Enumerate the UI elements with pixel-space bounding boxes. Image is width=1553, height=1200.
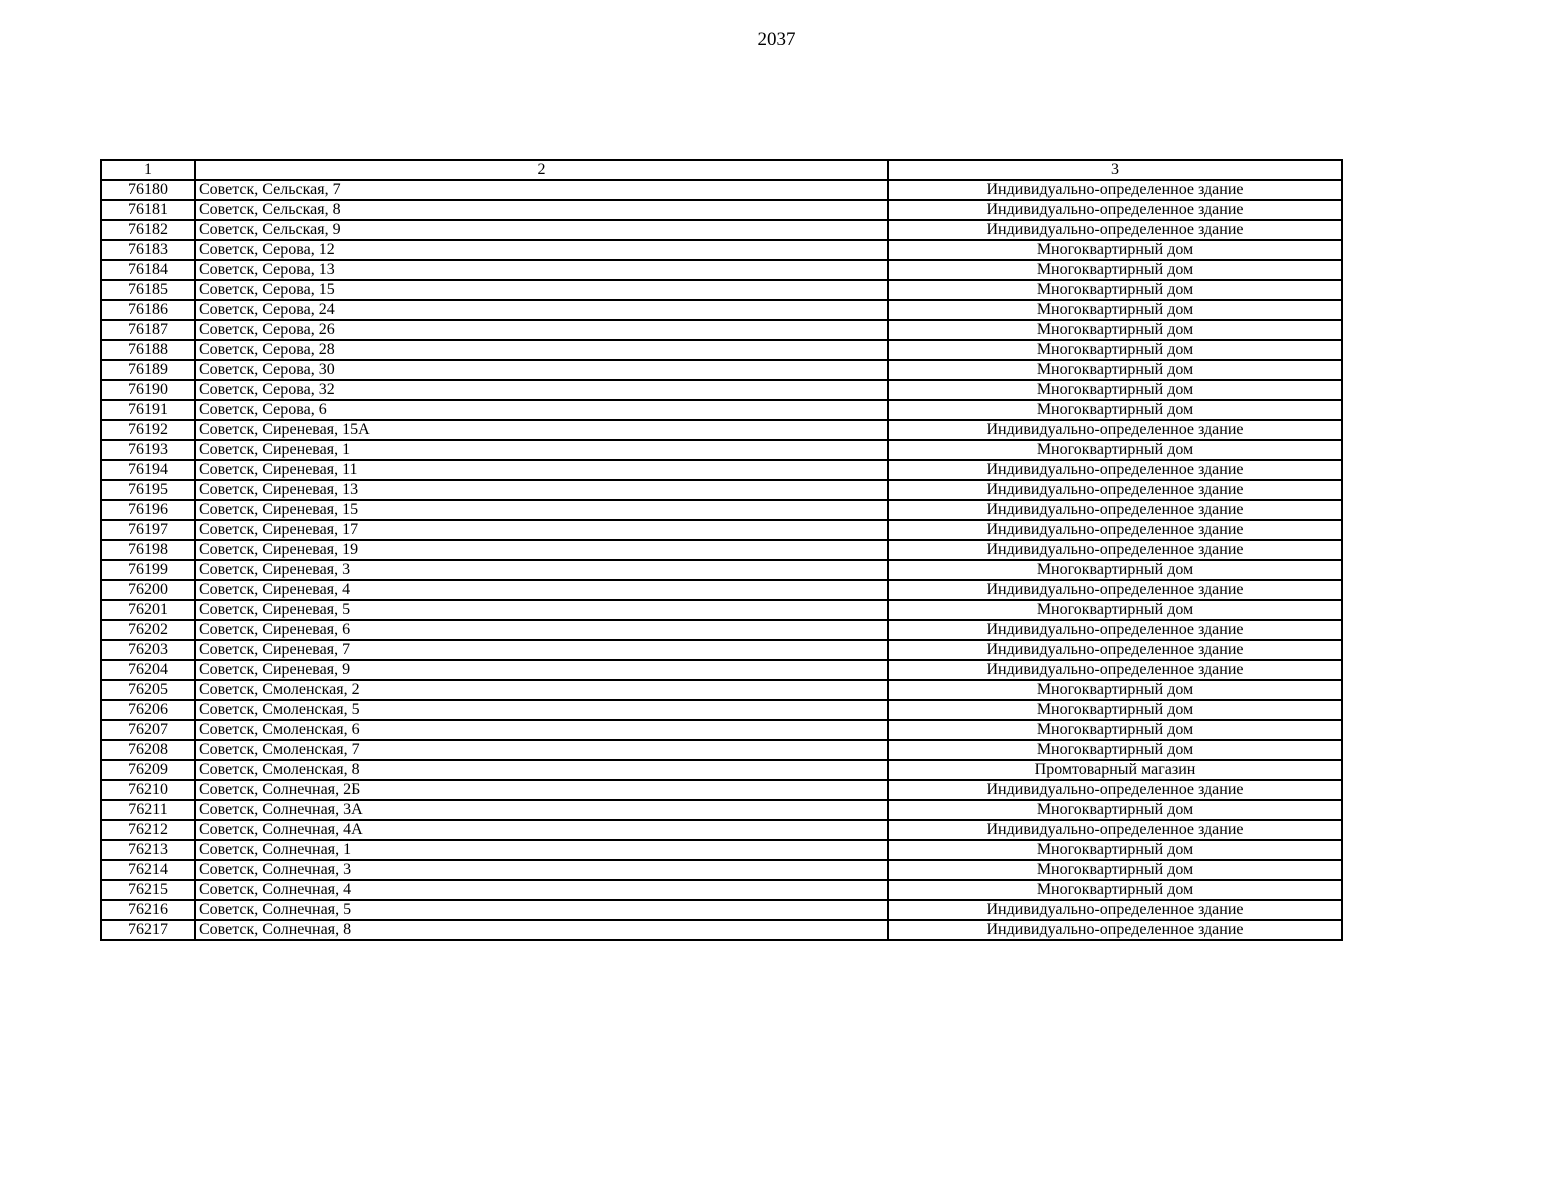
table-row (101, 860, 1342, 880)
object-type-cell: Индивидуально-определенное здание (888, 180, 1342, 200)
table-row (101, 820, 1342, 840)
address-cell: Советск, Сиреневая, 3 (195, 560, 888, 580)
row-number-cell: 76180 (101, 180, 195, 200)
row-number-cell: 76200 (101, 580, 195, 600)
address-cell: Советск, Серова, 32 (195, 380, 888, 400)
object-type-cell: Индивидуально-определенное здание (888, 780, 1342, 800)
table-row (101, 500, 1342, 520)
row-number-cell: 76205 (101, 680, 195, 700)
table-row (101, 780, 1342, 800)
table-row (101, 380, 1342, 400)
object-type-cell: Индивидуально-определенное здание (888, 660, 1342, 680)
table-row (101, 720, 1342, 740)
address-cell: Советск, Солнечная, 4А (195, 820, 888, 840)
table-row (101, 700, 1342, 720)
object-type-cell: Индивидуально-определенное здание (888, 200, 1342, 220)
address-cell: Советск, Сиреневая, 6 (195, 620, 888, 640)
address-cell: Советск, Солнечная, 1 (195, 840, 888, 860)
address-cell: Советск, Смоленская, 2 (195, 680, 888, 700)
address-cell: Советск, Сиреневая, 5 (195, 600, 888, 620)
row-number-cell: 76195 (101, 480, 195, 500)
column-header-3: 3 (888, 160, 1342, 180)
object-type-cell: Многоквартирный дом (888, 800, 1342, 820)
table-row (101, 680, 1342, 700)
object-type-cell: Индивидуально-определенное здание (888, 640, 1342, 660)
row-number-cell: 76204 (101, 660, 195, 680)
table-row (101, 360, 1342, 380)
row-number-cell: 76185 (101, 280, 195, 300)
object-type-cell: Многоквартирный дом (888, 720, 1342, 740)
table-row (101, 840, 1342, 860)
object-type-cell: Индивидуально-определенное здание (888, 420, 1342, 440)
row-number-cell: 76213 (101, 840, 195, 860)
address-cell: Советск, Серова, 13 (195, 260, 888, 280)
object-type-cell: Индивидуально-определенное здание (888, 620, 1342, 640)
address-cell: Советск, Серова, 6 (195, 400, 888, 420)
object-type-cell: Многоквартирный дом (888, 840, 1342, 860)
object-type-cell: Многоквартирный дом (888, 600, 1342, 620)
object-type-cell: Многоквартирный дом (888, 440, 1342, 460)
address-cell: Советск, Сиреневая, 11 (195, 460, 888, 480)
row-number-cell: 76191 (101, 400, 195, 420)
object-type-cell: Индивидуально-определенное здание (888, 820, 1342, 840)
object-type-cell: Индивидуально-определенное здание (888, 540, 1342, 560)
address-cell: Советск, Сельская, 7 (195, 180, 888, 200)
table-row (101, 440, 1342, 460)
object-type-cell: Индивидуально-определенное здание (888, 580, 1342, 600)
address-cell: Советск, Серова, 24 (195, 300, 888, 320)
table-row (101, 260, 1342, 280)
table-row (101, 320, 1342, 340)
row-number-cell: 76212 (101, 820, 195, 840)
row-number-cell: 76186 (101, 300, 195, 320)
address-cell: Советск, Солнечная, 3 (195, 860, 888, 880)
table-row (101, 740, 1342, 760)
object-type-cell: Многоквартирный дом (888, 560, 1342, 580)
table-row (101, 880, 1342, 900)
table-row (101, 220, 1342, 240)
row-number-cell: 76190 (101, 380, 195, 400)
address-cell: Советск, Смоленская, 6 (195, 720, 888, 740)
address-cell: Советск, Солнечная, 2Б (195, 780, 888, 800)
row-number-cell: 76206 (101, 700, 195, 720)
row-number-cell: 76207 (101, 720, 195, 740)
row-number-cell: 76210 (101, 780, 195, 800)
object-type-cell: Многоквартирный дом (888, 280, 1342, 300)
address-cell: Советск, Серова, 26 (195, 320, 888, 340)
object-type-cell: Промтоварный магазин (888, 760, 1342, 780)
table-row (101, 420, 1342, 440)
address-cell: Советск, Сиреневая, 15 (195, 500, 888, 520)
object-type-cell: Индивидуально-определенное здание (888, 460, 1342, 480)
row-number-cell: 76188 (101, 340, 195, 360)
address-cell: Советск, Солнечная, 4 (195, 880, 888, 900)
object-type-cell: Многоквартирный дом (888, 340, 1342, 360)
registry-table-body (101, 160, 1342, 940)
table-row (101, 640, 1342, 660)
row-number-cell: 76187 (101, 320, 195, 340)
row-number-cell: 76183 (101, 240, 195, 260)
table-row (101, 180, 1342, 200)
object-type-cell: Индивидуально-определенное здание (888, 500, 1342, 520)
address-cell: Советск, Солнечная, 3А (195, 800, 888, 820)
object-type-cell: Индивидуально-определенное здание (888, 920, 1342, 940)
object-type-cell: Многоквартирный дом (888, 360, 1342, 380)
object-type-cell: Многоквартирный дом (888, 740, 1342, 760)
table-row (101, 200, 1342, 220)
address-cell: Советск, Сиреневая, 1 (195, 440, 888, 460)
address-cell: Советск, Солнечная, 5 (195, 900, 888, 920)
object-type-cell: Многоквартирный дом (888, 300, 1342, 320)
table-row (101, 580, 1342, 600)
row-number-cell: 76209 (101, 760, 195, 780)
row-number-cell: 76208 (101, 740, 195, 760)
object-type-cell: Индивидуально-определенное здание (888, 220, 1342, 240)
table-row (101, 600, 1342, 620)
object-type-cell: Многоквартирный дом (888, 680, 1342, 700)
address-cell: Советск, Сиреневая, 7 (195, 640, 888, 660)
table-row (101, 280, 1342, 300)
table-row (101, 540, 1342, 560)
row-number-cell: 76214 (101, 860, 195, 880)
address-cell: Советск, Смоленская, 5 (195, 700, 888, 720)
row-number-cell: 76217 (101, 920, 195, 940)
table-row (101, 760, 1342, 780)
address-cell: Советск, Серова, 12 (195, 240, 888, 260)
object-type-cell: Индивидуально-определенное здание (888, 900, 1342, 920)
row-number-cell: 76194 (101, 460, 195, 480)
address-cell: Советск, Сиреневая, 13 (195, 480, 888, 500)
object-type-cell: Индивидуально-определенное здание (888, 520, 1342, 540)
table-row (101, 480, 1342, 500)
address-cell: Советск, Сиреневая, 19 (195, 540, 888, 560)
address-cell: Советск, Солнечная, 8 (195, 920, 888, 940)
row-number-cell: 76215 (101, 880, 195, 900)
table-row (101, 660, 1342, 680)
object-type-cell: Индивидуально-определенное здание (888, 480, 1342, 500)
row-number-cell: 76199 (101, 560, 195, 580)
table-row (101, 460, 1342, 480)
address-cell: Советск, Смоленская, 7 (195, 740, 888, 760)
row-number-cell: 76182 (101, 220, 195, 240)
row-number-cell: 76201 (101, 600, 195, 620)
object-type-cell: Многоквартирный дом (888, 260, 1342, 280)
table-row (101, 620, 1342, 640)
row-number-cell: 76184 (101, 260, 195, 280)
address-cell: Советск, Сиреневая, 15А (195, 420, 888, 440)
object-type-cell: Многоквартирный дом (888, 240, 1342, 260)
row-number-cell: 76197 (101, 520, 195, 540)
object-type-cell: Многоквартирный дом (888, 880, 1342, 900)
table-row (101, 520, 1342, 540)
row-number-cell: 76192 (101, 420, 195, 440)
table-row (101, 400, 1342, 420)
table-row (101, 900, 1342, 920)
table-row (101, 340, 1342, 360)
row-number-cell: 76216 (101, 900, 195, 920)
table-row (101, 920, 1342, 940)
object-type-cell: Многоквартирный дом (888, 320, 1342, 340)
address-cell: Советск, Сельская, 8 (195, 200, 888, 220)
table-row (101, 800, 1342, 820)
row-number-cell: 76189 (101, 360, 195, 380)
object-type-cell: Многоквартирный дом (888, 400, 1342, 420)
object-type-cell: Многоквартирный дом (888, 380, 1342, 400)
address-cell: Советск, Сиреневая, 4 (195, 580, 888, 600)
column-header-2: 2 (195, 160, 888, 180)
table-row (101, 240, 1342, 260)
object-type-cell: Многоквартирный дом (888, 700, 1342, 720)
page-number: 2037 (757, 29, 796, 50)
row-number-cell: 76196 (101, 500, 195, 520)
address-cell: Советск, Серова, 28 (195, 340, 888, 360)
row-number-cell: 76193 (101, 440, 195, 460)
address-cell: Советск, Сиреневая, 9 (195, 660, 888, 680)
table-header-row (101, 160, 1342, 180)
address-cell: Советск, Смоленская, 8 (195, 760, 888, 780)
registry-table (100, 159, 1343, 941)
address-cell: Советск, Серова, 15 (195, 280, 888, 300)
column-header-1: 1 (101, 160, 195, 180)
row-number-cell: 76202 (101, 620, 195, 640)
table-row (101, 560, 1342, 580)
address-cell: Советск, Сиреневая, 17 (195, 520, 888, 540)
address-cell: Советск, Серова, 30 (195, 360, 888, 380)
row-number-cell: 76181 (101, 200, 195, 220)
object-type-cell: Многоквартирный дом (888, 860, 1342, 880)
row-number-cell: 76211 (101, 800, 195, 820)
row-number-cell: 76203 (101, 640, 195, 660)
address-cell: Советск, Сельская, 9 (195, 220, 888, 240)
table-row (101, 300, 1342, 320)
row-number-cell: 76198 (101, 540, 195, 560)
